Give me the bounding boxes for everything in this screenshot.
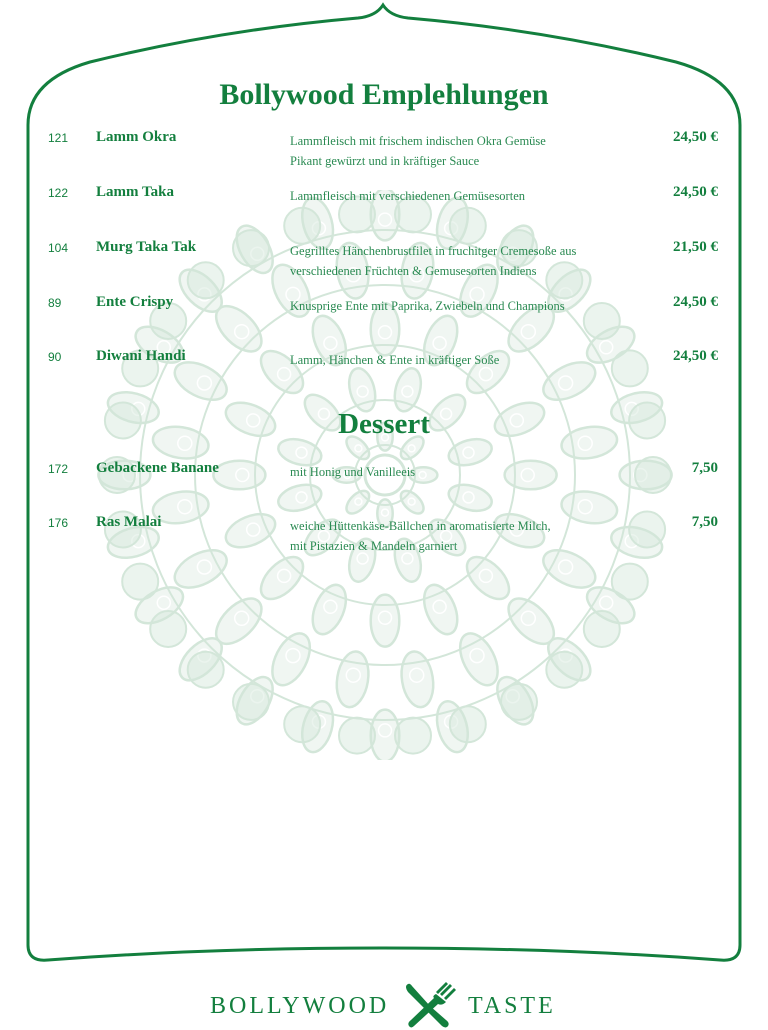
item-name: Diwani Handi [96,348,186,364]
item-name: Lamm Okra [96,129,177,145]
item-description-line: verschiedenen Früchten & Gemusesorten Indiens [290,264,537,278]
dessert-title: Dessert [338,408,430,440]
item-description-line: Gegrilltes Hänchenbrustfilet in fruchitger Cremesoße aus [290,244,577,258]
item-description [290,131,630,171]
menu-item [0,460,768,504]
footer-brand [0,980,768,1030]
item-number: 122 [48,186,69,200]
item-number: 89 [48,296,62,310]
menu-item [0,129,768,173]
item-description [290,516,630,556]
item-description-line: weiche Hüttenkäse-Bällchen in aromatisierte Milch, [290,519,551,533]
item-number: 104 [48,241,69,255]
item-price: 21,50 € [673,239,718,255]
item-name: Ras Malai [96,514,162,530]
item-description-line: Lammfleisch mit verschiedenen Gemüsesorten [290,189,525,203]
item-price: 24,50 € [673,184,718,200]
item-description-line: Lammfleisch mit frischem indischen Okra Gemüse [290,134,546,148]
item-price: 24,50 € [673,129,718,145]
fork-knife-icon [402,980,458,1030]
menu-item [0,239,768,283]
item-price: 7,50 [691,514,718,530]
page-title: Bollywood Emplehlungen [219,78,549,111]
menu-item [0,184,768,228]
item-description-line: mit Pistazien & Mandeln garniert [290,539,458,553]
item-description-line: Pikant gewürzt und in kräftiger Sauce [290,154,480,168]
menu-item [0,514,768,558]
item-number: 90 [48,350,62,364]
item-description [290,296,630,316]
item-price: 24,50 € [673,348,718,364]
item-description-line: Lamm, Hänchen & Ente in kräftiger Soße [290,353,500,367]
item-description-line: Knusprige Ente mit Paprika, Zwiebeln und Champions [290,299,565,313]
brand-name-left: BOLLYWOOD [210,993,390,1019]
item-description [290,350,630,370]
item-number: 121 [48,131,69,145]
item-description-line: mit Honig und Vanilleeis [290,465,416,479]
menu-item [0,294,768,338]
item-number: 172 [48,462,69,476]
item-name: Murg Taka Tak [96,239,197,255]
item-number: 176 [48,516,69,530]
item-description [290,241,630,281]
item-name: Gebackene Banane [96,460,219,476]
item-price: 24,50 € [673,294,718,310]
item-price: 7,50 [691,460,718,476]
item-name: Lamm Taka [96,184,174,200]
item-name: Ente Crispy [96,294,174,310]
item-description [290,186,630,206]
menu-item [0,348,768,392]
item-description [290,462,630,482]
brand-name-right: TASTE [468,993,556,1019]
